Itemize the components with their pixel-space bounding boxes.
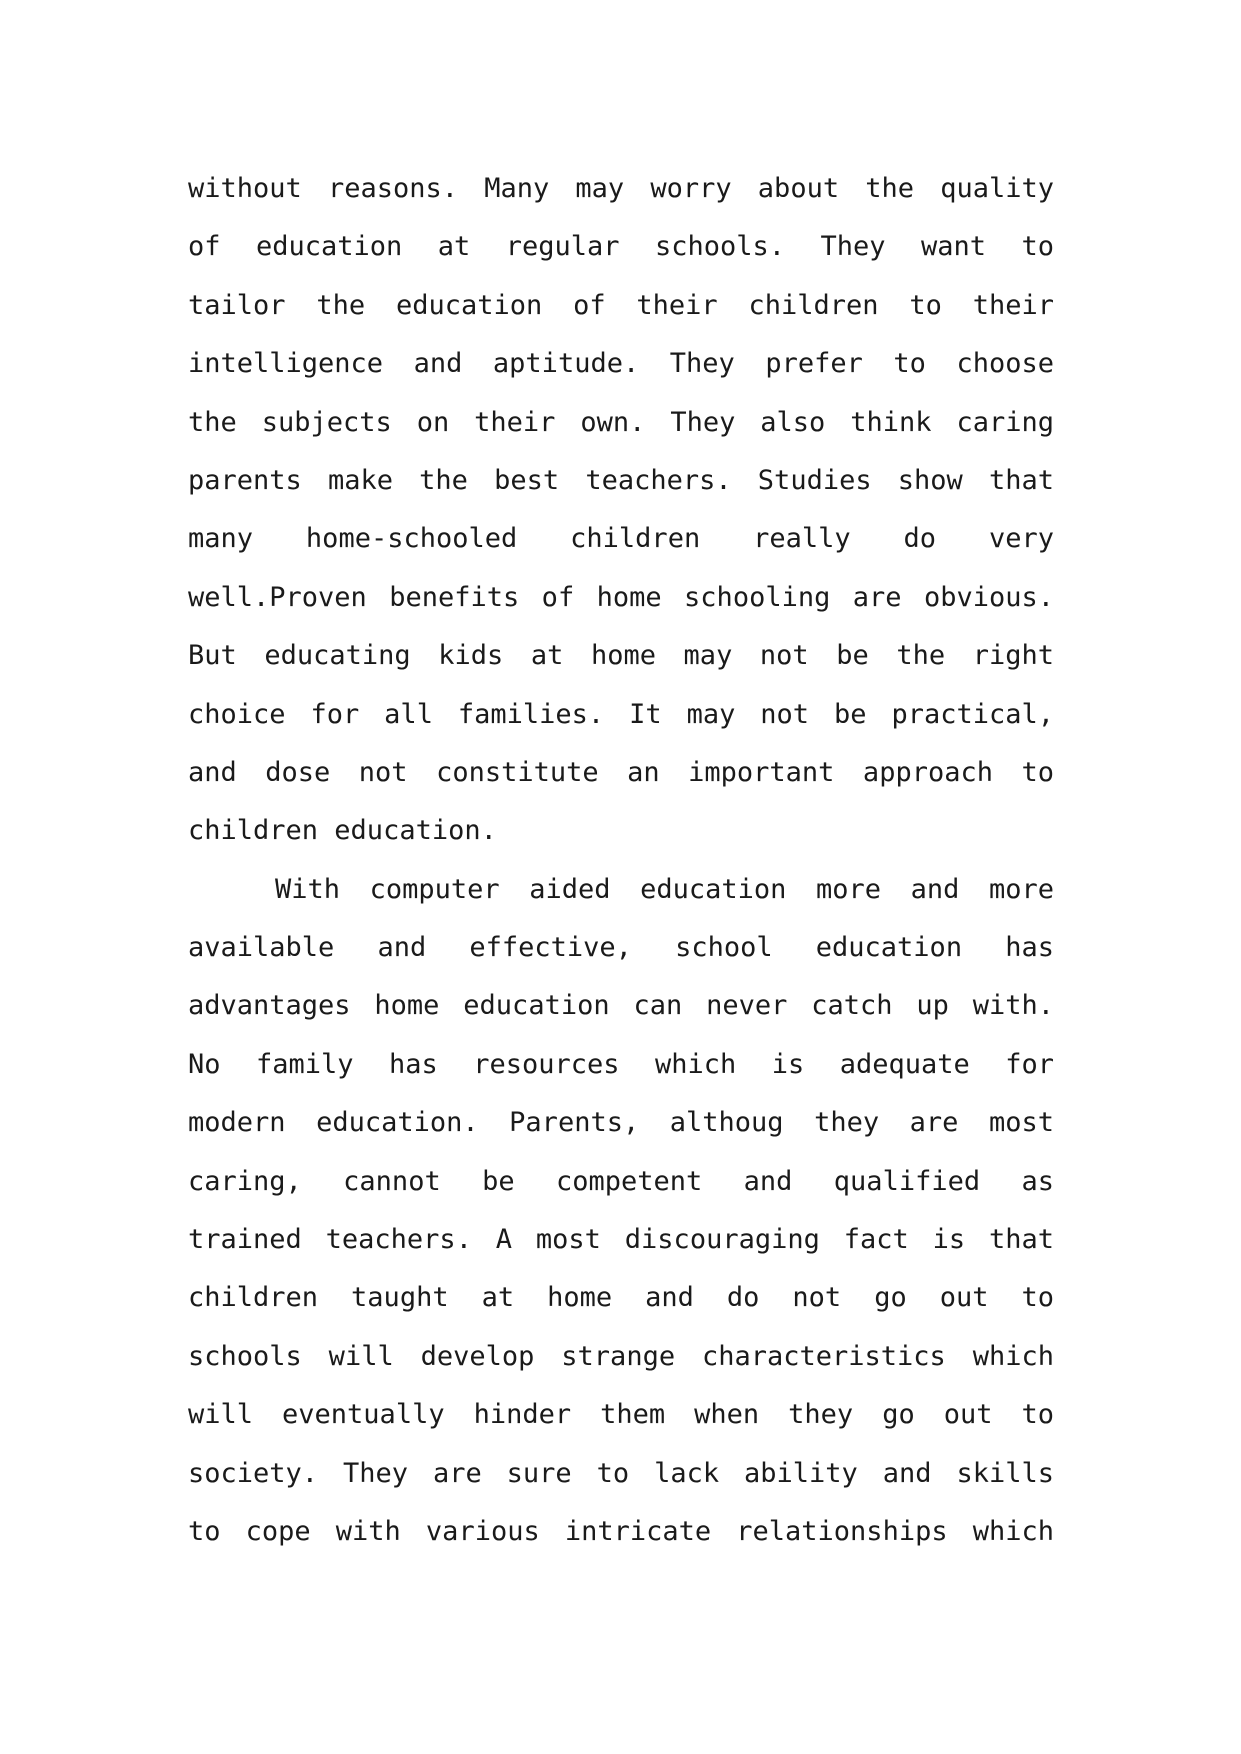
text-line: advantages home education can never catch up with. xyxy=(188,990,1054,1022)
paragraph-2 xyxy=(188,861,1054,1562)
text-line: choice for all families. It may not be practical, xyxy=(188,698,1054,730)
text-line: modern education. Parents, althoug they are most xyxy=(188,1107,1054,1139)
text-line: well.Proven benefits of home schooling are obvious. xyxy=(188,581,1054,613)
text-line: will eventually hinder them when they go out to xyxy=(188,1399,1054,1431)
text-line: trained teachers. A most discouraging fact is that xyxy=(188,1224,1054,1256)
text-line: parents make the best teachers. Studies show that xyxy=(188,464,1054,496)
text-line: of education at regular schools. They want to xyxy=(188,231,1054,263)
text-line: without reasons. Many may worry about the quality xyxy=(188,173,1054,204)
body-text xyxy=(188,160,1054,1561)
paragraph-1 xyxy=(188,160,1054,861)
text-line: With computer aided education more and more xyxy=(275,873,1054,905)
text-line: No family has resources which is adequate for xyxy=(188,1048,1054,1080)
text-line: schools will develop strange characteristics which xyxy=(188,1340,1054,1372)
text-line: But educating kids at home may not be the right xyxy=(188,640,1054,672)
text-line: available and effective, school education has xyxy=(188,932,1054,964)
text-line: children education. xyxy=(188,815,497,847)
text-line: intelligence and aptitude. They prefer to choose xyxy=(188,348,1054,380)
text-line: to cope with various intricate relationships which xyxy=(188,1515,1054,1547)
text-line: many home-schooled children really do very xyxy=(188,523,1054,555)
text-line: children taught at home and do not go out to xyxy=(188,1282,1054,1314)
text-line: society. They are sure to lack ability and skills xyxy=(188,1457,1054,1489)
text-line: caring, cannot be competent and qualified as xyxy=(188,1165,1054,1197)
text-line: and dose not constitute an important approach to xyxy=(188,756,1054,788)
text-line: the subjects on their own. They also think caring xyxy=(188,406,1054,438)
text-line: tailor the education of their children to their xyxy=(188,289,1054,321)
